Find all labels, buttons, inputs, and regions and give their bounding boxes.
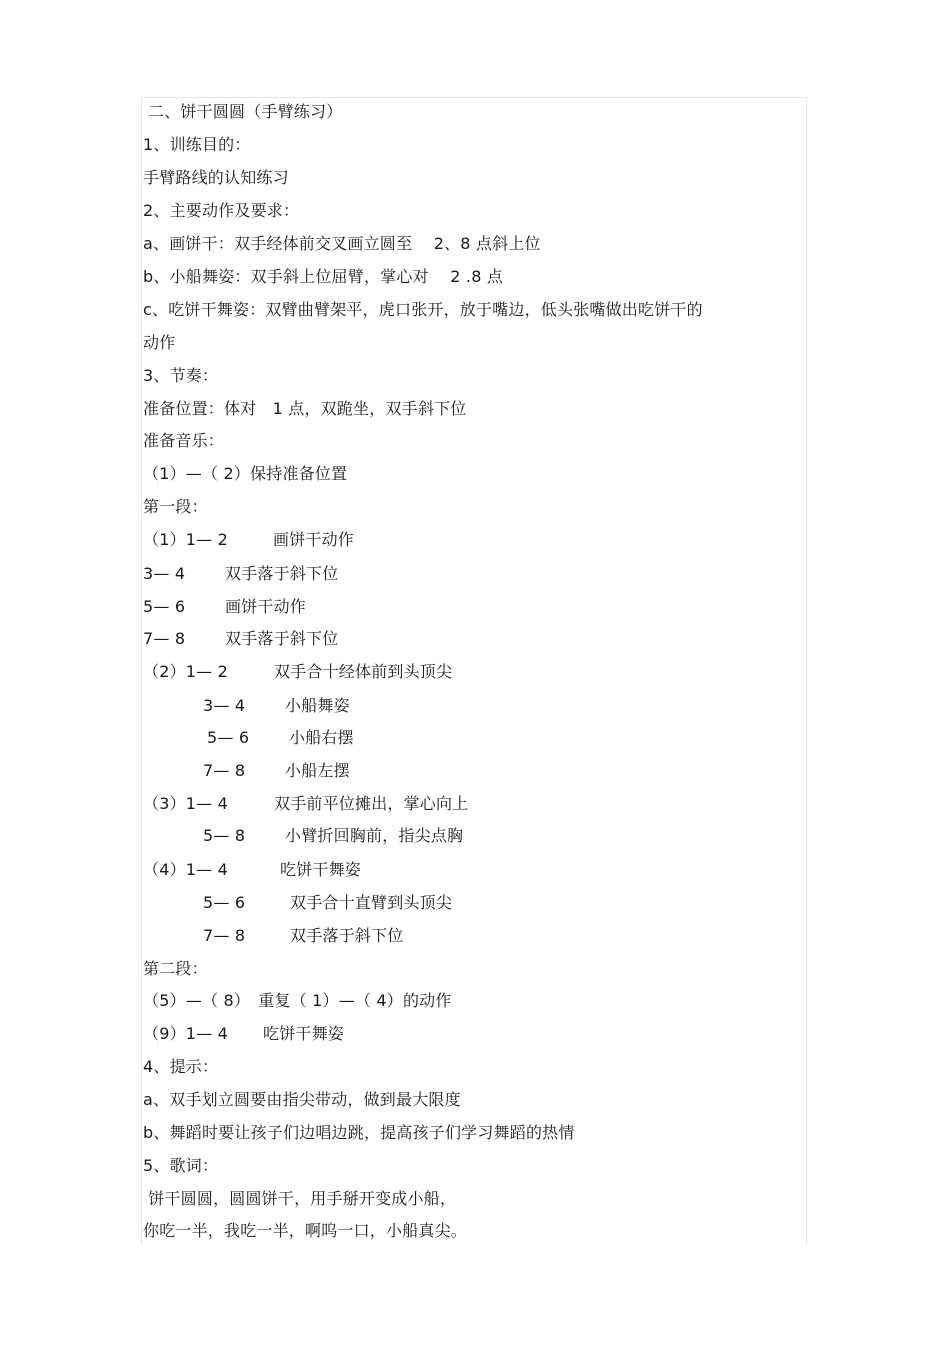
count-label: 5— 6 xyxy=(203,893,246,912)
count-action: 小船左摆 xyxy=(285,761,350,780)
count-action: 双手合十经体前到头顶尖 xyxy=(274,662,453,681)
count-label: 5— 8 xyxy=(203,826,246,845)
heading-part-one: 第一段： xyxy=(143,497,208,516)
count-action: 双手落于斜下位 xyxy=(225,564,339,583)
action-a: a、画饼干：双手经体前交叉画立圆至 2、8 点斜上位 xyxy=(143,234,541,253)
heading-tips: 4、提示： xyxy=(143,1057,219,1076)
count-label: 7— 8 xyxy=(203,761,246,780)
count-label: （9）1— 4 xyxy=(143,1024,229,1043)
count-action: 小船舞姿 xyxy=(285,696,350,715)
text-purpose: 手臂路线的认知练习 xyxy=(143,168,289,187)
action-c-cont: 动作 xyxy=(143,333,176,352)
count-row xyxy=(143,662,453,682)
count-label: 7— 8 xyxy=(203,926,246,945)
count-action: 双手落于斜下位 xyxy=(290,926,404,945)
count-action: 双手前平位摊出，掌心向上 xyxy=(274,794,469,813)
count-action: 双手合十直臂到头顶尖 xyxy=(290,893,453,912)
count-action: 双手落于斜下位 xyxy=(225,629,339,648)
count-action: 小船右摆 xyxy=(289,728,354,747)
count-row xyxy=(203,696,350,716)
count-label: 3— 4 xyxy=(143,564,186,583)
lyrics-line-2: 你吃一半，我吃一半，啊呜一口，小船真尖。 xyxy=(143,1221,468,1240)
count-action: 小臂折回胸前，指尖点胸 xyxy=(285,826,464,845)
heading-main-actions: 2、主要动作及要求： xyxy=(143,201,300,220)
count-row xyxy=(143,597,307,617)
count-row xyxy=(143,794,469,814)
count-row xyxy=(143,860,362,880)
count-action: 吃饼干舞姿 xyxy=(263,1024,345,1043)
count-row xyxy=(207,728,354,748)
count-row xyxy=(203,926,404,946)
heading-part-two: 第二段： xyxy=(143,959,208,978)
count-label: 5— 6 xyxy=(143,597,186,616)
count-action: 画饼干动作 xyxy=(225,597,307,616)
count-label: （3）1— 4 xyxy=(143,794,229,813)
action-c: c、吃饼干舞姿：双臂曲臂架平，虎口张开，放于嘴边，低头张嘴做出吃饼干的 xyxy=(143,300,703,319)
count-row xyxy=(143,530,355,550)
count-row xyxy=(143,564,339,584)
ready-position: 准备位置：体对 1 点，双跪坐，双手斜下位 xyxy=(143,399,467,418)
heading-lyrics: 5、歌词： xyxy=(143,1156,219,1175)
count-action: 吃饼干舞姿 xyxy=(280,860,362,879)
count-action: 画饼干动作 xyxy=(273,530,355,549)
lyrics-line-1: 饼干圆圆，圆圆饼干，用手掰开变成小船， xyxy=(143,1189,457,1208)
heading-training-purpose: 1、训练目的： xyxy=(143,135,251,154)
count-label: 7— 8 xyxy=(143,629,186,648)
ready-music: 准备音乐： xyxy=(143,431,225,450)
count-label: 5— 6 xyxy=(207,728,250,747)
count-label: （2）1— 2 xyxy=(143,662,229,681)
action-b: b、小船舞姿：双手斜上位屈臂，掌心对 2 .8 点 xyxy=(143,267,504,286)
count-row xyxy=(143,629,339,649)
count-row xyxy=(143,1024,345,1044)
count-label: 3— 4 xyxy=(203,696,246,715)
count-row xyxy=(203,761,350,781)
count-label: （1）1— 2 xyxy=(143,530,229,549)
count-row xyxy=(203,893,453,913)
repeat-line: （5）—（ 8） 重复（ 1）—（ 4）的动作 xyxy=(143,991,452,1010)
hold-ready: （1）—（ 2）保持准备位置 xyxy=(143,464,348,483)
section-title: 二、饼干圆圆（手臂练习） xyxy=(148,102,343,121)
heading-rhythm: 3、节奏： xyxy=(143,366,219,385)
tip-b: b、舞蹈时要让孩子们边唱边跳，提高孩子们学习舞蹈的热情 xyxy=(143,1123,575,1142)
count-label: （4）1— 4 xyxy=(143,860,229,879)
count-row xyxy=(203,826,464,846)
tip-a: a、双手划立圆要由指尖带动，做到最大限度 xyxy=(143,1090,461,1109)
